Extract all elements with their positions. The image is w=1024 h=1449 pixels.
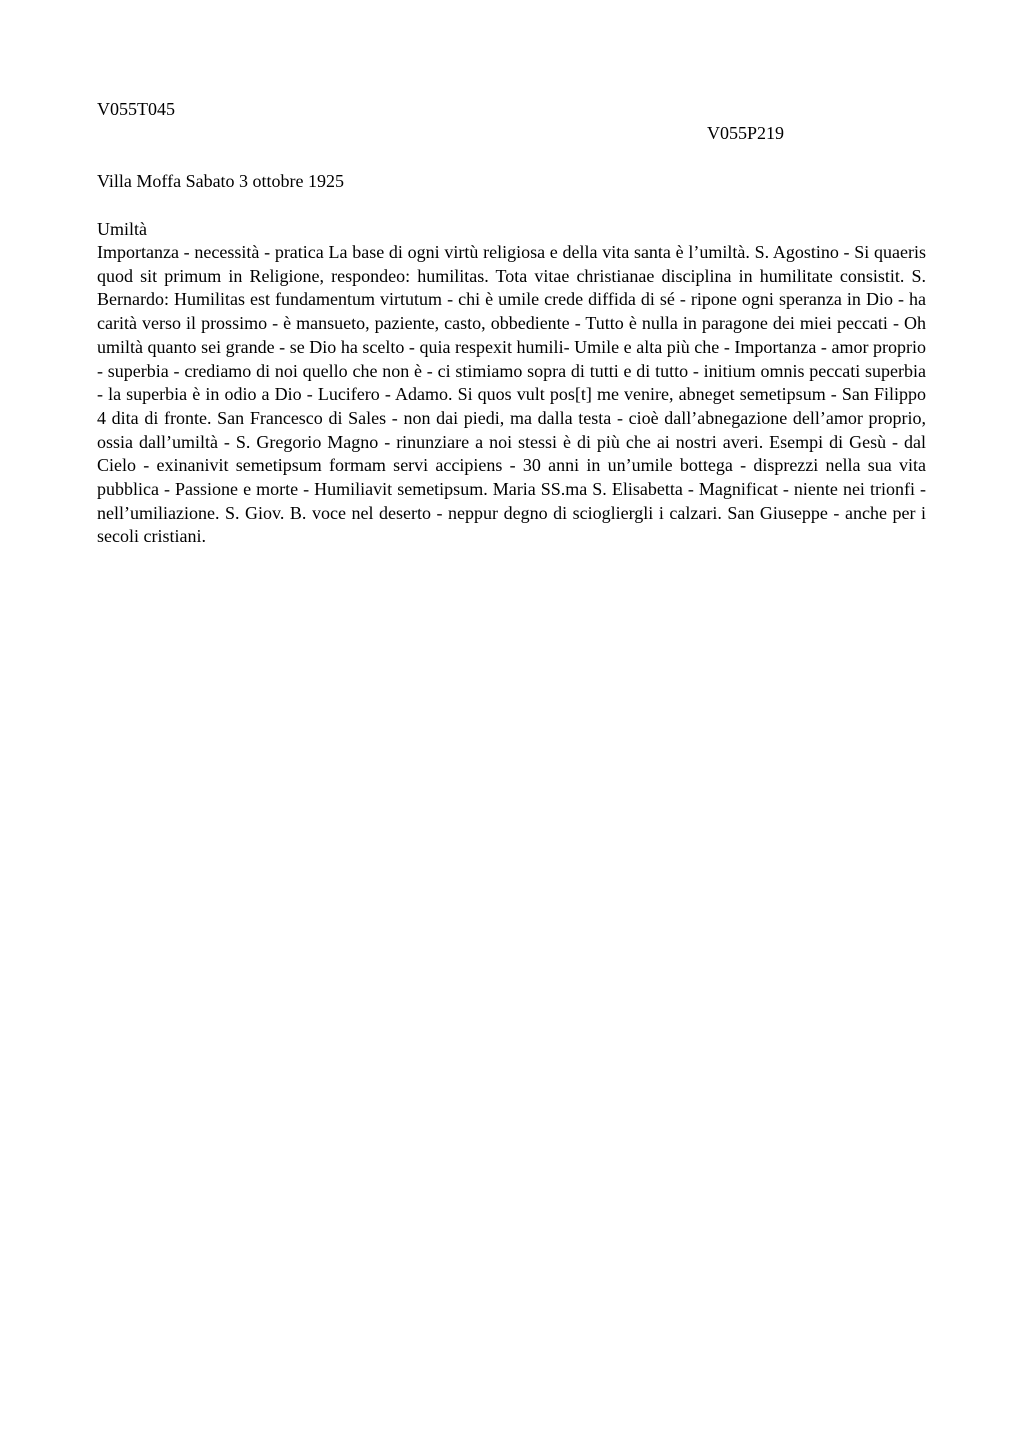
document-code: V055T045	[97, 99, 175, 119]
page-code: V055P219	[707, 123, 785, 143]
dateline: Villa Moffa Sabato 3 ottobre 1925	[97, 171, 345, 191]
section-title: Umiltà	[97, 219, 147, 239]
body-paragraph: Importanza - necessità - pratica La base di ogni virtù religiosa e della vita santa è l’umiltà. S. Agostino - Si quaeris quod sit primum in Religione, respondeo: humilitas. Tota vitae christianae disciplina in humilitate consistit. S. Bernardo: Humilitas est fundamentum virtutum - chi è umile crede diffida di sé - ripone ogni speranza in Dio - ha carità verso il prossimo - è mansueto, paziente, casto, obbediente - Tutto è nulla in paragone dei miei peccati - Oh umiltà quanto sei grande - se Dio ha scelto - quia respexit humili- Umile e alta più che - Importanza - amor proprio - superbia - crediamo di noi quello che non è - ci stimiamo sopra di tutti e di tutto - initium omnis peccati superbia - la superbia è in odio a Dio - Lucifero - Adamo. Si quos vult pos[t] me venire, abneget semetipsum - San Filippo 4 dita di fronte. San Francesco di Sales - non dai piedi, ma dalla testa - cioè dall’abnegazione dell’amor proprio, ossia dall’umiltà - S. Gregorio Magno - rinunziare a noi stessi è di più che ai nostri averi. Esempi di Gesù - dal Cielo - exinanivit semetipsum formam servi accipiens - 30 anni in un’umile bottega - disprezzi nella sua vita pubblica - Passione e morte - Humiliavit semetipsum. Maria SS.ma S. Elisabetta - Magnificat - niente nei trionfi - nell’umiliazione. S. Giov. B. voce nel deserto - neppur degno di sciogliergli i calzari. San Giuseppe - anche per i secoli cristiani.	[97, 242, 926, 547]
